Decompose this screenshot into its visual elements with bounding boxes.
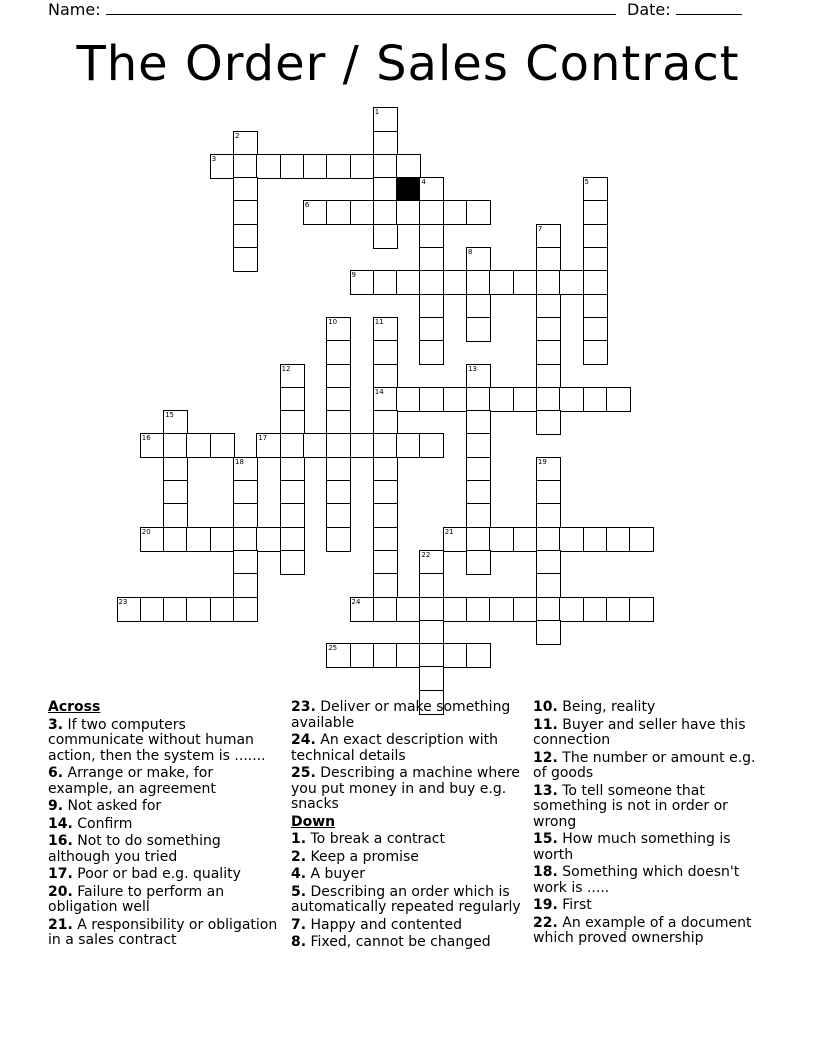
grid-cell[interactable] [373,364,398,389]
clue-text: Fixed, cannot be changed [306,934,491,950]
down-clue [291,935,523,951]
grid-cell[interactable] [373,433,398,458]
clue-number-label: 7. [291,916,307,933]
clue-number: 2 [235,131,240,140]
grid-cell[interactable] [280,364,305,389]
across-clue [48,799,278,815]
grid-cell[interactable] [280,457,305,482]
grid-cell[interactable] [373,457,398,482]
grid-cell[interactable] [583,317,608,342]
grid-cell[interactable] [513,597,538,622]
grid-cell[interactable] [396,643,421,668]
grid-cell[interactable] [443,527,468,552]
grid-cell[interactable] [466,457,491,482]
grid-cell[interactable] [629,527,654,552]
date-label: Date: [627,0,671,19]
across-clue [291,766,523,813]
down-clue [291,832,523,848]
grid-cell[interactable] [326,364,351,389]
grid-cell[interactable] [466,270,491,295]
grid-cell[interactable] [419,666,444,691]
grid-cell[interactable] [350,433,375,458]
grid-cell[interactable] [466,527,491,552]
grid-cell[interactable] [233,457,258,482]
grid-cell[interactable] [466,317,491,342]
grid-cell[interactable] [233,597,258,622]
grid-cell[interactable] [233,550,258,575]
clue-text: Not to do something although you tried [48,833,221,865]
grid-cell[interactable] [559,597,584,622]
grid-cell[interactable] [419,573,444,598]
grid-cell[interactable] [373,131,398,156]
grid-cell[interactable] [350,643,375,668]
grid-cell[interactable] [373,573,398,598]
clue-number-label: 16. [48,833,73,849]
clue-column-2 [291,700,523,953]
clue-text: To tell someone that something is not in order or wrong [533,782,728,830]
clue-text: Happy and contented [306,916,463,933]
down-clue [291,850,523,866]
clue-number-label: 17. [48,866,73,882]
grid-cell[interactable] [256,433,281,458]
grid-cell[interactable] [373,643,398,668]
down-clue [533,916,769,947]
across-clue [291,700,523,731]
grid-cell[interactable] [489,270,514,295]
grid-cell[interactable] [466,364,491,389]
grid-cell[interactable] [233,503,258,528]
grid-cell[interactable] [163,527,188,552]
grid-cell[interactable] [233,200,258,225]
grid-cell[interactable] [210,154,235,179]
clue-text: Keep a promise [306,848,419,865]
grid-cell[interactable] [466,387,491,412]
grid-cell[interactable] [373,107,398,132]
grid-cell[interactable] [606,387,631,412]
across-clue [48,867,278,883]
grid-cell[interactable] [326,387,351,412]
grid-cell[interactable] [233,527,258,552]
grid-cell[interactable] [396,154,421,179]
grid-cell[interactable] [163,503,188,528]
grid-cell[interactable] [256,527,281,552]
grid-cell[interactable] [233,154,258,179]
grid-cell[interactable] [326,200,351,225]
clue-text: An exact description with technical details [291,732,499,764]
clue-number-label: 15. [533,831,558,847]
grid-cell[interactable] [396,200,421,225]
grid-cell[interactable] [163,480,188,505]
grid-cell[interactable] [489,387,514,412]
clue-number: 14 [374,387,384,396]
down-clue [533,700,769,716]
clue-number: 9 [351,271,356,280]
clue-text: Confirm [72,815,133,832]
across-heading: Across [48,699,101,715]
clue-number-label: 24. [291,732,316,748]
clue-number-label: 2. [291,848,307,865]
grid-cell[interactable] [350,154,375,179]
grid-cell[interactable] [443,200,468,225]
grid-cell[interactable] [513,270,538,295]
grid-cell[interactable] [606,597,631,622]
black-square [396,177,421,202]
clue-number-label: 11. [533,716,558,733]
clue-number: 10 [328,317,338,326]
grid-cell[interactable] [536,550,561,575]
grid-cell[interactable] [536,410,561,435]
grid-cell[interactable] [419,177,444,202]
across-clue [48,918,278,949]
grid-cell[interactable] [373,387,398,412]
grid-cell[interactable] [373,550,398,575]
grid-cell[interactable] [583,387,608,412]
clue-number: 25 [328,644,338,653]
grid-cell[interactable] [466,597,491,622]
grid-cell[interactable] [466,410,491,435]
clue-number-label: 22. [533,914,558,931]
grid-cell[interactable] [536,294,561,319]
clue-column-3 [533,700,769,949]
grid-cell[interactable] [419,270,444,295]
clue-number-label: 25. [291,765,316,781]
grid-cell[interactable] [466,503,491,528]
grid-cell[interactable] [326,527,351,552]
clue-text: Describing a machine where you put money in and buy e.g. snacks [291,765,520,812]
grid-cell[interactable] [513,527,538,552]
name-label: Name: [48,0,101,19]
down-clue [533,832,769,863]
clue-number-label: 8. [291,934,307,950]
clue-text: Being, reality [557,699,656,715]
grid-cell[interactable] [233,224,258,249]
clue-number: 5 [584,178,589,187]
grid-cell[interactable] [233,177,258,202]
grid-cell[interactable] [280,154,305,179]
grid-cell[interactable] [583,224,608,249]
grid-cell[interactable] [489,527,514,552]
grid-cell[interactable] [583,270,608,295]
grid-cell[interactable] [326,457,351,482]
grid-cell[interactable] [326,410,351,435]
clue-number-label: 18. [533,864,558,880]
clue-number-label: 9. [48,798,64,814]
grid-cell[interactable] [489,597,514,622]
grid-cell[interactable] [233,480,258,505]
grid-cell[interactable] [373,154,398,179]
clue-column-1 [48,700,278,951]
grid-cell[interactable] [373,503,398,528]
grid-cell[interactable] [583,294,608,319]
clue-text: An example of a document which proved ownership [533,914,752,946]
clue-number-label: 14. [48,815,73,832]
grid-cell[interactable] [373,177,398,202]
grid-cell[interactable] [186,527,211,552]
grid-cell[interactable] [373,200,398,225]
clue-number: 20 [141,527,151,536]
grid-cell[interactable] [303,200,328,225]
page-title: The Order / Sales Contract [76,36,740,92]
grid-cell[interactable] [210,433,235,458]
clue-text: First [557,897,592,913]
clue-number: 24 [351,597,361,606]
grid-cell[interactable] [466,550,491,575]
grid-cell[interactable] [140,433,165,458]
clue-number: 3 [211,154,217,163]
grid-cell[interactable] [536,340,561,365]
clue-number: 12 [281,364,291,373]
clue-number: 4 [421,178,426,187]
grid-cell[interactable] [466,480,491,505]
grid-cell[interactable] [419,200,444,225]
clue-number: 15 [165,411,175,420]
grid-cell[interactable] [536,270,561,295]
grid-cell[interactable] [419,317,444,342]
clue-number-label: 1. [291,831,307,847]
clue-text: How much something is worth [533,831,731,863]
clue-number: 22 [421,550,431,559]
grid-cell[interactable] [583,340,608,365]
grid-cell[interactable] [583,200,608,225]
grid-cell[interactable] [536,573,561,598]
grid-cell[interactable] [233,247,258,272]
grid-cell[interactable] [210,597,235,622]
grid-cell[interactable] [536,480,561,505]
grid-cell[interactable] [326,503,351,528]
grid-cell[interactable] [419,643,444,668]
down-heading: Down [291,813,336,830]
grid-cell[interactable] [186,597,211,622]
grid-cell[interactable] [326,433,351,458]
clue-number: 6 [304,201,310,210]
grid-cell[interactable] [210,527,235,552]
down-clue [291,918,523,934]
grid-cell[interactable] [419,550,444,575]
grid-cell[interactable] [536,527,561,552]
grid-cell[interactable] [559,527,584,552]
grid-cell[interactable] [326,317,351,342]
clue-number: 18 [235,457,244,466]
grid-cell[interactable] [280,550,305,575]
clue-text: Not asked for [63,798,162,814]
grid-cell[interactable] [536,503,561,528]
grid-cell[interactable] [536,620,561,645]
across-clue [291,733,523,764]
clue-text: To break a contract [306,831,445,847]
grid-cell[interactable] [117,597,142,622]
clue-number: 19 [537,457,547,466]
clue-number: 11 [374,317,384,326]
grid-cell[interactable] [583,597,608,622]
grid-cell[interactable] [536,597,561,622]
clue-text: Arrange or make, for example, an agreement [48,765,216,797]
grid-cell[interactable] [629,597,654,622]
grid-cell[interactable] [163,433,188,458]
clue-number: 1 [374,108,380,117]
clue-number: 16 [141,434,151,443]
grid-cell[interactable] [396,433,421,458]
grid-cell[interactable] [140,527,165,552]
clue-number: 17 [258,434,268,443]
grid-cell[interactable] [373,597,398,622]
grid-cell[interactable] [443,643,468,668]
grid-cell[interactable] [443,270,468,295]
grid-cell[interactable] [396,597,421,622]
grid-cell[interactable] [303,154,328,179]
across-clue [48,718,278,765]
grid-cell[interactable] [350,200,375,225]
grid-cell[interactable] [373,527,398,552]
grid-cell[interactable] [536,224,561,249]
grid-cell[interactable] [373,270,398,295]
clue-text: Buyer and seller have this connection [533,716,746,748]
grid-cell[interactable] [419,597,444,622]
clue-text: Deliver or make something available [291,699,511,731]
clue-number-label: 19. [533,897,558,913]
across-clue [48,817,278,833]
clue-number-label: 13. [533,782,558,799]
grid-cell[interactable] [326,643,351,668]
grid-cell[interactable] [419,224,444,249]
clue-number-label: 3. [48,716,64,733]
clue-text: Describing an order which is automatically repeated regularly [291,883,521,915]
grid-cell[interactable] [303,433,328,458]
grid-cell[interactable] [419,620,444,645]
grid-cell[interactable] [583,177,608,202]
down-clue [533,784,769,831]
grid-cell[interactable] [443,387,468,412]
clue-number: 21 [444,527,454,536]
down-clue [291,885,523,916]
grid-cell[interactable] [163,597,188,622]
grid-cell[interactable] [606,527,631,552]
clue-number-label: 20. [48,883,73,900]
grid-cell[interactable] [280,527,305,552]
down-clue [533,718,769,749]
clue-number-label: 5. [291,883,307,900]
grid-cell[interactable] [419,340,444,365]
clue-text: A buyer [306,866,365,882]
clue-text: Poor or bad e.g. quality [72,866,241,882]
grid-cell[interactable] [163,457,188,482]
clue-number: 7 [537,224,543,233]
grid-cell[interactable] [419,247,444,272]
grid-cell[interactable] [140,597,165,622]
grid-cell[interactable] [536,364,561,389]
across-clue [48,885,278,916]
clue-number-label: 23. [291,699,316,715]
grid-cell[interactable] [326,480,351,505]
grid-cell[interactable] [186,433,211,458]
grid-cell[interactable] [466,643,491,668]
grid-cell[interactable] [466,294,491,319]
grid-cell[interactable] [513,387,538,412]
clue-number-label: 10. [533,699,558,715]
grid-cell[interactable] [583,527,608,552]
grid-cell[interactable] [466,247,491,272]
across-clue [48,766,278,797]
clue-number-label: 4. [291,866,307,882]
clue-text: Something which doesn't work is ..... [533,864,740,896]
clue-text: The number or amount e.g. of goods [533,749,756,781]
grid-cell[interactable] [419,294,444,319]
grid-cell[interactable] [583,247,608,272]
grid-cell[interactable] [373,340,398,365]
clue-number: 13 [468,364,477,373]
down-clue [533,898,769,914]
grid-cell[interactable] [280,410,305,435]
grid-cell[interactable] [536,247,561,272]
down-clue [291,867,523,883]
grid-cell[interactable] [373,410,398,435]
grid-cell[interactable] [233,131,258,156]
grid-cell[interactable] [280,387,305,412]
clue-number-label: 6. [48,765,64,781]
grid-cell[interactable] [373,317,398,342]
grid-cell[interactable] [536,317,561,342]
grid-cell[interactable] [280,503,305,528]
down-clue [533,865,769,896]
down-clue [533,751,769,782]
grid-cell[interactable] [559,270,584,295]
clue-text: If two computers communicate without human action, then the system is ....... [48,716,266,764]
clue-number: 23 [118,597,128,606]
clue-number-label: 12. [533,749,558,766]
grid-cell[interactable] [280,480,305,505]
grid-cell[interactable] [326,154,351,179]
grid-cell[interactable] [350,597,375,622]
clue-text: Failure to perform an obligation well [48,883,225,915]
grid-cell[interactable] [373,480,398,505]
grid-cell[interactable] [280,433,305,458]
grid-cell[interactable] [419,433,444,458]
grid-cell[interactable] [233,573,258,598]
grid-cell[interactable] [466,433,491,458]
across-clue [48,834,278,865]
grid-cell[interactable] [326,340,351,365]
grid-cell[interactable] [466,200,491,225]
grid-cell[interactable] [443,597,468,622]
clue-number: 8 [468,248,473,256]
grid-cell[interactable] [350,270,375,295]
grid-cell[interactable] [536,457,561,482]
grid-cell[interactable] [163,410,188,435]
grid-cell[interactable] [559,387,584,412]
grid-cell[interactable] [373,224,398,249]
clue-text: A responsibility or obligation in a sales contract [48,916,278,948]
clue-number-label: 21. [48,916,73,933]
grid-cell[interactable] [536,387,561,412]
grid-cell[interactable] [419,387,444,412]
grid-cell[interactable] [256,154,281,179]
grid-cell[interactable] [396,270,421,295]
grid-cell[interactable] [396,387,421,412]
